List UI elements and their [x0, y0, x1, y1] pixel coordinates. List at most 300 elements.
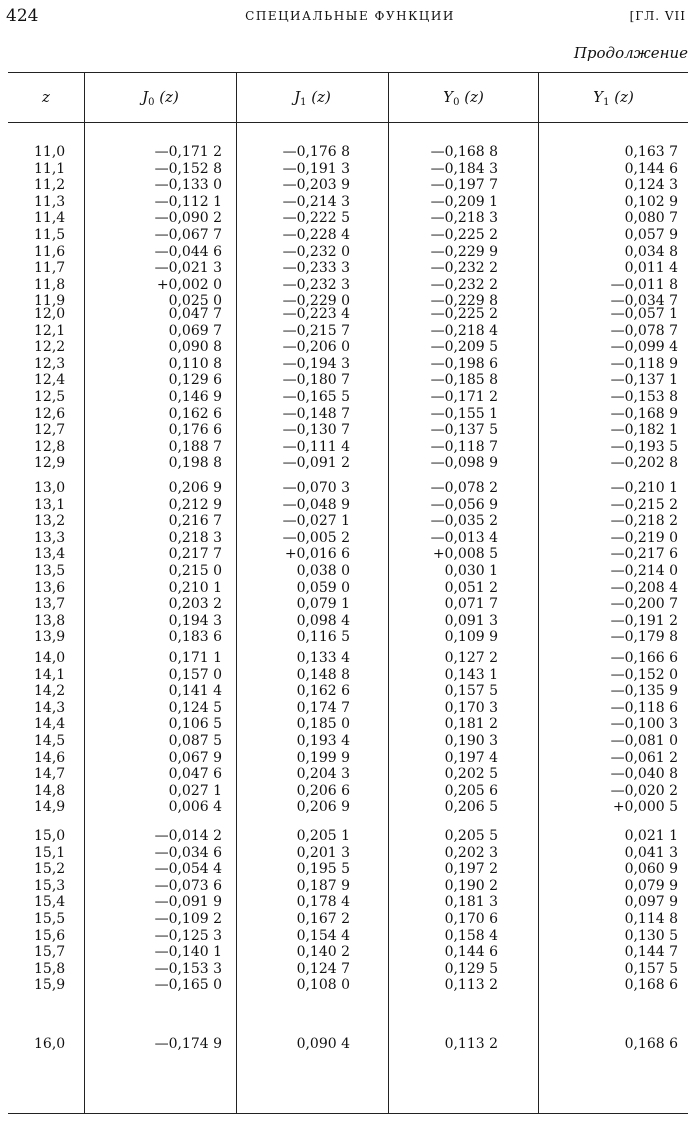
table-row: [8, 356, 688, 373]
cell-z: 14,5: [34, 732, 66, 749]
cell-j1: —0,091 2: [282, 455, 350, 472]
cell-j1: —0,222 5: [282, 210, 350, 227]
cell-y0: —0,098 9: [430, 455, 498, 472]
table-row: [8, 928, 688, 945]
table-row: [8, 480, 688, 497]
cell-j1: 0,187 9: [296, 877, 350, 894]
cell-j1: —0,180 7: [282, 372, 350, 389]
cell-j0: —0,044 6: [154, 243, 222, 260]
cell-y1: —0,217 6: [610, 546, 678, 563]
table-bottom-rule: [8, 1113, 688, 1114]
cell-j1: 0,195 5: [296, 861, 350, 878]
cell-j1: —0,005 2: [282, 529, 350, 546]
table-row: [8, 497, 688, 514]
cell-z: 11,3: [34, 193, 66, 210]
cell-y0: —0,171 2: [430, 388, 498, 405]
cell-j0: 0,198 8: [168, 455, 222, 472]
cell-z: 14,8: [34, 782, 66, 799]
cell-y1: —0,218 2: [610, 513, 678, 530]
cell-y0: 0,051 2: [444, 579, 498, 596]
cell-z: 12,0: [34, 306, 66, 322]
cell-y0: —0,197 7: [430, 177, 498, 194]
table-row: [8, 323, 688, 340]
cell-j0: 0,025 0: [168, 293, 222, 310]
cell-j1: 0,206 6: [296, 782, 350, 799]
cell-z: 15,6: [34, 927, 66, 944]
cell-y1: —0,193 5: [610, 438, 678, 455]
table-row: [8, 783, 688, 800]
cell-y0: —0,232 2: [430, 260, 498, 277]
cell-y1: —0,215 2: [610, 496, 678, 513]
cell-y0: +0,008 5: [432, 546, 498, 563]
cell-j0: 0,027 1: [168, 782, 222, 799]
cell-y0: 0,091 3: [444, 612, 498, 629]
cell-y0: 0,206 5: [444, 799, 498, 816]
cell-y1: —0,182 1: [610, 422, 678, 439]
cell-y1: 0,144 6: [624, 160, 678, 177]
cell-z: 12,6: [34, 405, 66, 422]
cell-j1: 0,201 3: [296, 844, 350, 861]
cell-j1: —0,111 4: [282, 438, 350, 455]
cell-y0: 0,205 6: [444, 782, 498, 799]
cell-y1: —0,034 7: [610, 293, 678, 310]
cell-j1: 0,116 5: [296, 629, 350, 646]
cell-j0: 0,162 6: [168, 405, 222, 422]
cell-j0: 0,067 9: [168, 749, 222, 766]
cell-z: 14,2: [34, 683, 66, 700]
table-row: [8, 406, 688, 423]
cell-j1: 0,204 3: [296, 766, 350, 783]
cell-j0: —0,073 6: [154, 877, 222, 894]
cell-y0: —0,229 9: [430, 243, 498, 260]
cell-y1: 0,124 3: [624, 177, 678, 194]
cell-j1: 0,162 6: [296, 683, 350, 700]
table-row-group: [8, 480, 688, 646]
cell-y0: 0,181 2: [444, 716, 498, 733]
cell-y0: 0,202 5: [444, 766, 498, 783]
cell-j0: 0,124 5: [168, 699, 222, 716]
cell-z: 12,3: [34, 355, 66, 372]
cell-z: 14,9: [34, 799, 66, 816]
cell-z: 13,9: [34, 629, 66, 646]
table-row: [8, 455, 688, 472]
cell-j0: 0,069 7: [168, 322, 222, 339]
cell-y1: 0,034 8: [624, 243, 678, 260]
cell-j1: 0,098 4: [296, 612, 350, 629]
cell-y0: —0,232 2: [430, 276, 498, 293]
cell-j0: 0,110 8: [168, 355, 222, 372]
cell-y0: 0,127 2: [444, 650, 498, 666]
cell-z: 11,9: [34, 293, 66, 310]
cell-z: 13,3: [34, 529, 66, 546]
cell-y0: 0,205 5: [444, 828, 498, 844]
cell-z: 12,1: [34, 322, 66, 339]
table-row: [8, 194, 688, 211]
cell-z: 13,2: [34, 513, 66, 530]
cell-y1: 0,041 3: [624, 844, 678, 861]
cell-y1: —0,200 7: [610, 596, 678, 613]
cell-y1: —0,208 4: [610, 579, 678, 596]
cell-y0: 0,190 2: [444, 877, 498, 894]
table-row: [8, 144, 688, 161]
cell-j1: —0,130 7: [282, 422, 350, 439]
table-row-group: [8, 1036, 688, 1053]
cell-y0: —0,218 3: [430, 210, 498, 227]
cell-j0: —0,021 3: [154, 260, 222, 277]
cell-z: 11,0: [34, 144, 66, 160]
cell-y0: 0,170 6: [444, 910, 498, 927]
cell-j1: 0,167 2: [296, 910, 350, 927]
cell-j1: +0,016 6: [284, 546, 350, 563]
cell-y0: 0,144 6: [444, 944, 498, 961]
cell-y0: —0,013 4: [430, 529, 498, 546]
cell-y0: 0,109 9: [444, 629, 498, 646]
cell-j1: 0,079 1: [296, 596, 350, 613]
table-row: [8, 799, 688, 816]
cell-z: 13,5: [34, 562, 66, 579]
cell-y0: 0,197 2: [444, 861, 498, 878]
cell-j1: 0,174 7: [296, 699, 350, 716]
cell-j1: —0,176 8: [282, 144, 350, 160]
cell-z: 15,9: [34, 977, 66, 994]
cell-j0: —0,091 9: [154, 894, 222, 911]
cell-z: 15,2: [34, 861, 66, 878]
cell-j0: —0,165 0: [154, 977, 222, 994]
cell-j0: 0,006 4: [168, 799, 222, 816]
cell-y0: —0,218 4: [430, 322, 498, 339]
cell-z: 14,0: [34, 650, 66, 666]
table-row: [8, 828, 688, 845]
table-row: [8, 244, 688, 261]
cell-j0: 0,216 7: [168, 513, 222, 530]
cell-j1: —0,233 3: [282, 260, 350, 277]
cell-j0: —0,014 2: [154, 828, 222, 844]
table-header-rule: [8, 122, 688, 123]
cell-z: 11,5: [34, 226, 66, 243]
cell-j0: 0,047 6: [168, 766, 222, 783]
cell-j0: 0,212 9: [168, 496, 222, 513]
table-row: [8, 227, 688, 244]
cell-y0: —0,184 3: [430, 160, 498, 177]
bessel-function-table: [8, 72, 688, 1114]
cell-z: 11,8: [34, 276, 66, 293]
cell-y1: —0,191 2: [610, 612, 678, 629]
cell-y0: —0,155 1: [430, 405, 498, 422]
cell-y1: 0,163 7: [624, 144, 678, 160]
cell-j0: 0,047 7: [168, 306, 222, 322]
table-row: [8, 277, 688, 294]
cell-j0: +0,002 0: [156, 276, 222, 293]
cell-y1: 0,057 9: [624, 226, 678, 243]
cell-y1: —0,081 0: [610, 732, 678, 749]
chapter-reference: [ГЛ. VII: [629, 9, 686, 23]
table-row-group: [8, 650, 688, 816]
cell-y1: +0,000 5: [612, 799, 678, 816]
cell-j0: 0,217 7: [168, 546, 222, 563]
cell-z: 11,7: [34, 260, 66, 277]
cell-j1: 0,205 1: [296, 828, 350, 844]
cell-j0: —0,174 9: [154, 1036, 222, 1052]
cell-y1: —0,202 8: [610, 455, 678, 472]
cell-j1: 0,154 4: [296, 927, 350, 944]
table-row: [8, 961, 688, 978]
cell-z: 15,4: [34, 894, 66, 911]
cell-j1: —0,232 3: [282, 276, 350, 293]
cell-y0: 0,129 5: [444, 960, 498, 977]
cell-y0: 0,190 3: [444, 732, 498, 749]
table-row: [8, 629, 688, 646]
table-row: [8, 339, 688, 356]
cell-j1: 0,148 8: [296, 666, 350, 683]
cell-y1: —0,078 7: [610, 322, 678, 339]
table-row: [8, 845, 688, 862]
chapter-title: СПЕЦИАЛЬНЫЕ ФУНКЦИИ: [245, 9, 455, 23]
column-header-z: z: [42, 88, 50, 106]
cell-z: 11,6: [34, 243, 66, 260]
cell-y1: —0,179 8: [610, 629, 678, 646]
table-row: [8, 513, 688, 530]
cell-y0: —0,056 9: [430, 496, 498, 513]
cell-j1: 0,199 9: [296, 749, 350, 766]
table-row: [8, 439, 688, 456]
cell-j0: 0,194 3: [168, 612, 222, 629]
table-row: [8, 716, 688, 733]
cell-y0: 0,030 1: [444, 562, 498, 579]
cell-z: 13,4: [34, 546, 66, 563]
cell-y1: 0,060 9: [624, 861, 678, 878]
cell-z: 11,4: [34, 210, 66, 227]
table-row: [8, 161, 688, 178]
cell-z: 15,7: [34, 944, 66, 961]
cell-j0: 0,090 8: [168, 339, 222, 356]
cell-z: 11,1: [34, 160, 66, 177]
cell-j1: 0,140 2: [296, 944, 350, 961]
cell-y1: 0,168 6: [624, 1036, 678, 1052]
cell-z: 11,2: [34, 177, 66, 194]
cell-j0: 0,087 5: [168, 732, 222, 749]
cell-j1: —0,194 3: [282, 355, 350, 372]
cell-j0: 0,171 1: [168, 650, 222, 666]
table-row: [8, 650, 688, 667]
table-row: [8, 613, 688, 630]
cell-j1: —0,232 0: [282, 243, 350, 260]
cell-z: 12,7: [34, 422, 66, 439]
table-row: [8, 422, 688, 439]
cell-j0: —0,054 4: [154, 861, 222, 878]
cell-y0: —0,209 1: [430, 193, 498, 210]
cell-y1: —0,011 8: [610, 276, 678, 293]
table-row: [8, 372, 688, 389]
cell-j0: 0,183 6: [168, 629, 222, 646]
cell-j0: 0,141 4: [168, 683, 222, 700]
cell-z: 16,0: [34, 1036, 66, 1052]
cell-j0: 0,157 0: [168, 666, 222, 683]
page-number: 424: [6, 6, 39, 26]
table-row: [8, 210, 688, 227]
cell-y1: —0,020 2: [610, 782, 678, 799]
cell-j1: —0,228 4: [282, 226, 350, 243]
table-row: [8, 306, 688, 323]
column-header-y0: $Y_0$ (z): [443, 88, 484, 108]
cell-y1: 0,144 7: [624, 944, 678, 961]
cell-y0: —0,198 6: [430, 355, 498, 372]
cell-j0: —0,133 0: [154, 177, 222, 194]
table-row: [8, 733, 688, 750]
cell-z: 14,4: [34, 716, 66, 733]
cell-j0: 0,203 2: [168, 596, 222, 613]
table-row: [8, 700, 688, 717]
cell-y0: —0,229 8: [430, 293, 498, 310]
cell-y1: 0,021 1: [624, 828, 678, 844]
cell-j0: 0,129 6: [168, 372, 222, 389]
table-row-group: [8, 144, 688, 310]
cell-j1: 0,038 0: [296, 562, 350, 579]
cell-y1: 0,114 8: [624, 910, 678, 927]
cell-j0: 0,215 0: [168, 562, 222, 579]
table-row: [8, 750, 688, 767]
cell-j1: 0,206 9: [296, 799, 350, 816]
cell-j1: 0,108 0: [296, 977, 350, 994]
table-row: [8, 766, 688, 783]
cell-z: 12,8: [34, 438, 66, 455]
cell-j0: —0,109 2: [154, 910, 222, 927]
cell-z: 12,4: [34, 372, 66, 389]
cell-z: 13,6: [34, 579, 66, 596]
column-header-j1: $J_1$ (z): [294, 88, 331, 108]
cell-y1: 0,011 4: [624, 260, 678, 277]
cell-j1: —0,165 5: [282, 388, 350, 405]
cell-j1: —0,203 9: [282, 177, 350, 194]
cell-y1: —0,210 1: [610, 480, 678, 496]
cell-y1: —0,137 1: [610, 372, 678, 389]
cell-y1: 0,130 5: [624, 927, 678, 944]
cell-z: 15,3: [34, 877, 66, 894]
cell-j0: 0,188 7: [168, 438, 222, 455]
cell-y0: —0,209 5: [430, 339, 498, 356]
cell-y0: 0,170 3: [444, 699, 498, 716]
cell-y1: —0,118 6: [610, 699, 678, 716]
cell-j1: —0,206 0: [282, 339, 350, 356]
table-row: [8, 580, 688, 597]
cell-z: 13,8: [34, 612, 66, 629]
table-row: [8, 177, 688, 194]
cell-y1: 0,157 5: [624, 960, 678, 977]
cell-z: 14,1: [34, 666, 66, 683]
table-row: [8, 944, 688, 961]
table-row-group: [8, 306, 688, 472]
cell-y0: —0,035 2: [430, 513, 498, 530]
cell-y0: —0,185 8: [430, 372, 498, 389]
cell-y1: —0,057 1: [610, 306, 678, 322]
cell-j1: 0,178 4: [296, 894, 350, 911]
cell-z: 15,8: [34, 960, 66, 977]
cell-y0: 0,113 2: [444, 1036, 498, 1052]
cell-z: 15,5: [34, 910, 66, 927]
continuation-label: Продолжение: [573, 44, 688, 62]
table-row: [8, 861, 688, 878]
column-header-y1: $Y_1$ (z): [593, 88, 634, 108]
cell-y1: —0,061 2: [610, 749, 678, 766]
table-row: [8, 878, 688, 895]
cell-j0: 0,218 3: [168, 529, 222, 546]
cell-j0: 0,210 1: [168, 579, 222, 596]
cell-y0: 0,181 3: [444, 894, 498, 911]
cell-y1: 0,079 9: [624, 877, 678, 894]
cell-j1: 0,090 4: [296, 1036, 350, 1052]
cell-j0: 0,106 5: [168, 716, 222, 733]
cell-j0: —0,112 1: [154, 193, 222, 210]
cell-y0: —0,118 7: [430, 438, 498, 455]
cell-y0: —0,078 2: [430, 480, 498, 496]
cell-y0: 0,202 3: [444, 844, 498, 861]
cell-y1: 0,102 9: [624, 193, 678, 210]
cell-z: 12,2: [34, 339, 66, 356]
cell-y0: —0,137 5: [430, 422, 498, 439]
cell-y1: 0,080 7: [624, 210, 678, 227]
cell-y0: 0,071 7: [444, 596, 498, 613]
cell-y0: 0,143 1: [444, 666, 498, 683]
table-row: [8, 667, 688, 684]
cell-y1: 0,097 9: [624, 894, 678, 911]
cell-j1: —0,229 0: [282, 293, 350, 310]
cell-j0: —0,171 2: [154, 144, 222, 160]
table-row: [8, 911, 688, 928]
cell-z: 14,7: [34, 766, 66, 783]
table-row: [8, 546, 688, 563]
cell-z: 14,3: [34, 699, 66, 716]
cell-y1: —0,118 9: [610, 355, 678, 372]
table-row: [8, 563, 688, 580]
cell-z: 13,7: [34, 596, 66, 613]
cell-j0: —0,125 3: [154, 927, 222, 944]
cell-y0: 0,197 4: [444, 749, 498, 766]
table-row: [8, 596, 688, 613]
cell-z: 12,5: [34, 388, 66, 405]
cell-z: 15,0: [34, 828, 66, 844]
cell-z: 13,0: [34, 480, 66, 496]
page-header: [0, 0, 700, 30]
cell-y1: 0,168 6: [624, 977, 678, 994]
table-row: [8, 530, 688, 547]
cell-j1: —0,070 3: [282, 480, 350, 496]
table-row-group: [8, 828, 688, 994]
cell-j1: —0,191 3: [282, 160, 350, 177]
cell-z: 12,9: [34, 455, 66, 472]
cell-j0: 0,146 9: [168, 388, 222, 405]
cell-z: 13,1: [34, 496, 66, 513]
cell-y1: —0,166 6: [610, 650, 678, 666]
cell-z: 14,6: [34, 749, 66, 766]
cell-z: 15,1: [34, 844, 66, 861]
cell-j1: 0,059 0: [296, 579, 350, 596]
cell-j1: 0,133 4: [296, 650, 350, 666]
cell-j0: —0,140 1: [154, 944, 222, 961]
cell-y1: —0,135 9: [610, 683, 678, 700]
cell-j1: —0,215 7: [282, 322, 350, 339]
table-row: [8, 894, 688, 911]
table-row: [8, 683, 688, 700]
cell-j0: —0,090 2: [154, 210, 222, 227]
cell-j1: 0,193 4: [296, 732, 350, 749]
cell-y0: 0,157 5: [444, 683, 498, 700]
cell-y1: —0,219 0: [610, 529, 678, 546]
table-row: [8, 389, 688, 406]
cell-y0: —0,225 2: [430, 306, 498, 322]
cell-y1: —0,152 0: [610, 666, 678, 683]
table-row: [8, 260, 688, 277]
cell-j1: 0,124 7: [296, 960, 350, 977]
column-header-j0: $J_0$ (z): [142, 88, 179, 108]
